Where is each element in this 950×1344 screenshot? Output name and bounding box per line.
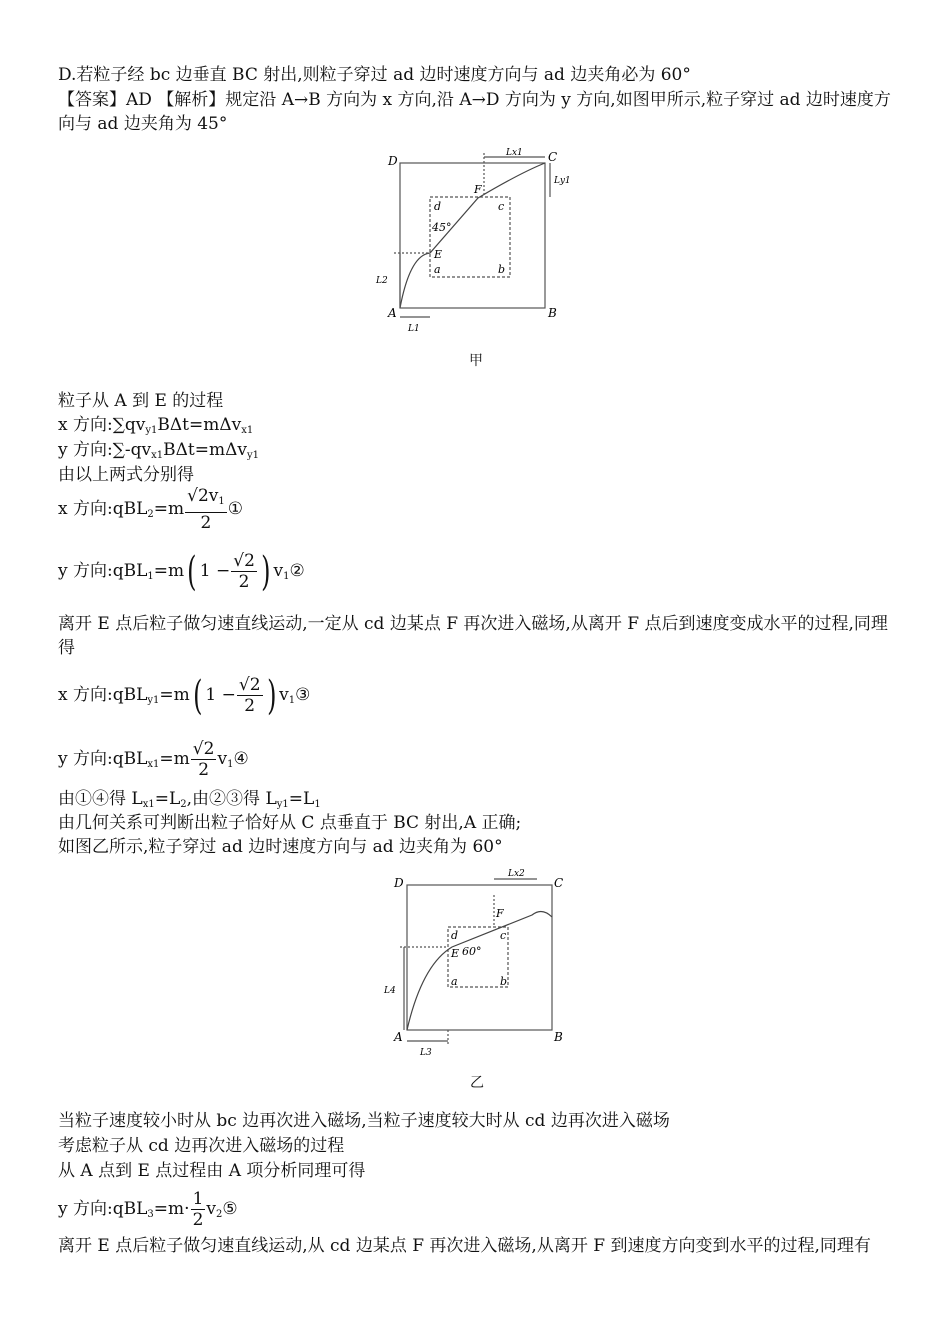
label-L3: L3	[420, 1048, 432, 1058]
text-consider-cd: 考虑粒子从 cd 边再次进入磁场的过程	[58, 1136, 345, 1156]
label-A: A	[388, 306, 397, 320]
equation-y-sum: y 方向$:\sum-qv_{x1}B\Delta t=m\Delta v_{y1}$	[58, 440, 259, 461]
equation-x-sum: x 方向$:\sum qv_{y1}B\Delta t=m\Delta v_{x1}$	[58, 415, 254, 436]
text-speed-cases: 当粒子速度较小时从 bc 边再次进入磁场,当粒子速度较大时从 cd 边再次进入磁场	[58, 1111, 670, 1131]
answer-analysis-text: 【答案】AD 【解析】规定沿 A→B 方向为 x 方向,沿 A→D 方向为 y 方向,如图甲所示,粒子穿过 ad 边时速度方向与 ad 边夹角为 45°	[58, 90, 891, 134]
text-geometry: 由几何关系可判断出粒子恰好从 C 点垂直于 BC 射出,A 正确;	[58, 813, 522, 833]
label-E: E	[434, 248, 443, 261]
label-c: c	[500, 929, 507, 942]
trajectory	[400, 163, 545, 308]
text-figure-yi: 如图乙所示,粒子穿过 ad 边时速度方向与 ad 边夹角为 60°	[58, 837, 503, 857]
label-F: F	[474, 183, 482, 196]
outer-square	[400, 163, 545, 308]
label-F: F	[496, 907, 504, 920]
label-c: c	[498, 200, 505, 213]
label-d: d	[434, 200, 442, 213]
figure-yi	[382, 865, 582, 1065]
figure-jia	[370, 145, 590, 345]
label-B: B	[548, 306, 557, 320]
label-angle: 45°	[432, 221, 452, 234]
label-d: d	[451, 929, 459, 942]
label-L2: L2	[376, 276, 388, 286]
label-B: B	[554, 1030, 563, 1044]
label-b: b	[498, 263, 506, 276]
label-A: A	[394, 1030, 403, 1044]
text-derive: 由以上两式分别得	[58, 465, 194, 485]
label-C: C	[548, 150, 558, 164]
label-a: a	[434, 263, 441, 276]
figure-yi-caption: 乙	[470, 1075, 484, 1091]
text-a-to-e-similar: 从 A 点到 E 点过程由 A 项分析同理可得	[58, 1161, 366, 1181]
text-after-e: 离开 E 点后粒子做匀速直线运动,一定从 cd 边某点 F 再次进入磁场,从离开 F 点后到速度变成水平的过程,同理得	[58, 614, 888, 658]
label-b: b	[500, 975, 508, 988]
text-after-e-2: 离开 E 点后粒子做匀速直线运动,从 cd 边某点 F 再次进入磁场,从离开 F 到速度方向变到水平的过程,同理有	[58, 1236, 871, 1256]
equation-4: y 方向:qBL$_{x1}$=m $\frac{√2}{2}$ $v_1④$	[58, 739, 249, 780]
label-E: E	[451, 947, 460, 960]
label-C: C	[554, 876, 564, 890]
equation-result: 由①④得 $L_{x1}=L_2$,由②③得 $L_{y1}=L_1$	[58, 789, 321, 810]
label-L4: L4	[384, 986, 396, 996]
figure-jia-caption: 甲	[469, 353, 483, 369]
label-a: a	[451, 975, 458, 988]
option-d-text: D.若粒子经 bc 边垂直 BC 射出,则粒子穿过 ad 边时速度方向与 ad 边夹角必为 60°	[58, 65, 691, 85]
label-D: D	[394, 876, 404, 890]
equation-5: y 方向:qBL$_3$=m· $\frac{1}{2}$ $v_2⑤$	[58, 1189, 238, 1230]
trajectory	[407, 911, 552, 1030]
text-a-to-e: 粒子从 A 到 E 的过程	[58, 391, 224, 411]
equation-1: x 方向:qBL$_2$=m $\frac{√2v_1}{2}$ ①	[58, 486, 244, 533]
label-Lx2: Lx2	[508, 869, 525, 879]
label-D: D	[388, 154, 398, 168]
label-Lx1: Lx1	[506, 148, 523, 158]
label-angle: 60°	[462, 945, 482, 958]
label-Ly1: Ly1	[554, 176, 571, 186]
equation-3: x 方向:qBL$_{y1}$=m( 1 − $\frac{√2}{2}$ ) $v_1③$	[58, 672, 311, 719]
equation-2: y 方向:qBL$_1$=m( 1 − $\frac{√2}{2}$ ) $v_1②$	[58, 548, 305, 595]
label-L1: L1	[408, 324, 420, 334]
